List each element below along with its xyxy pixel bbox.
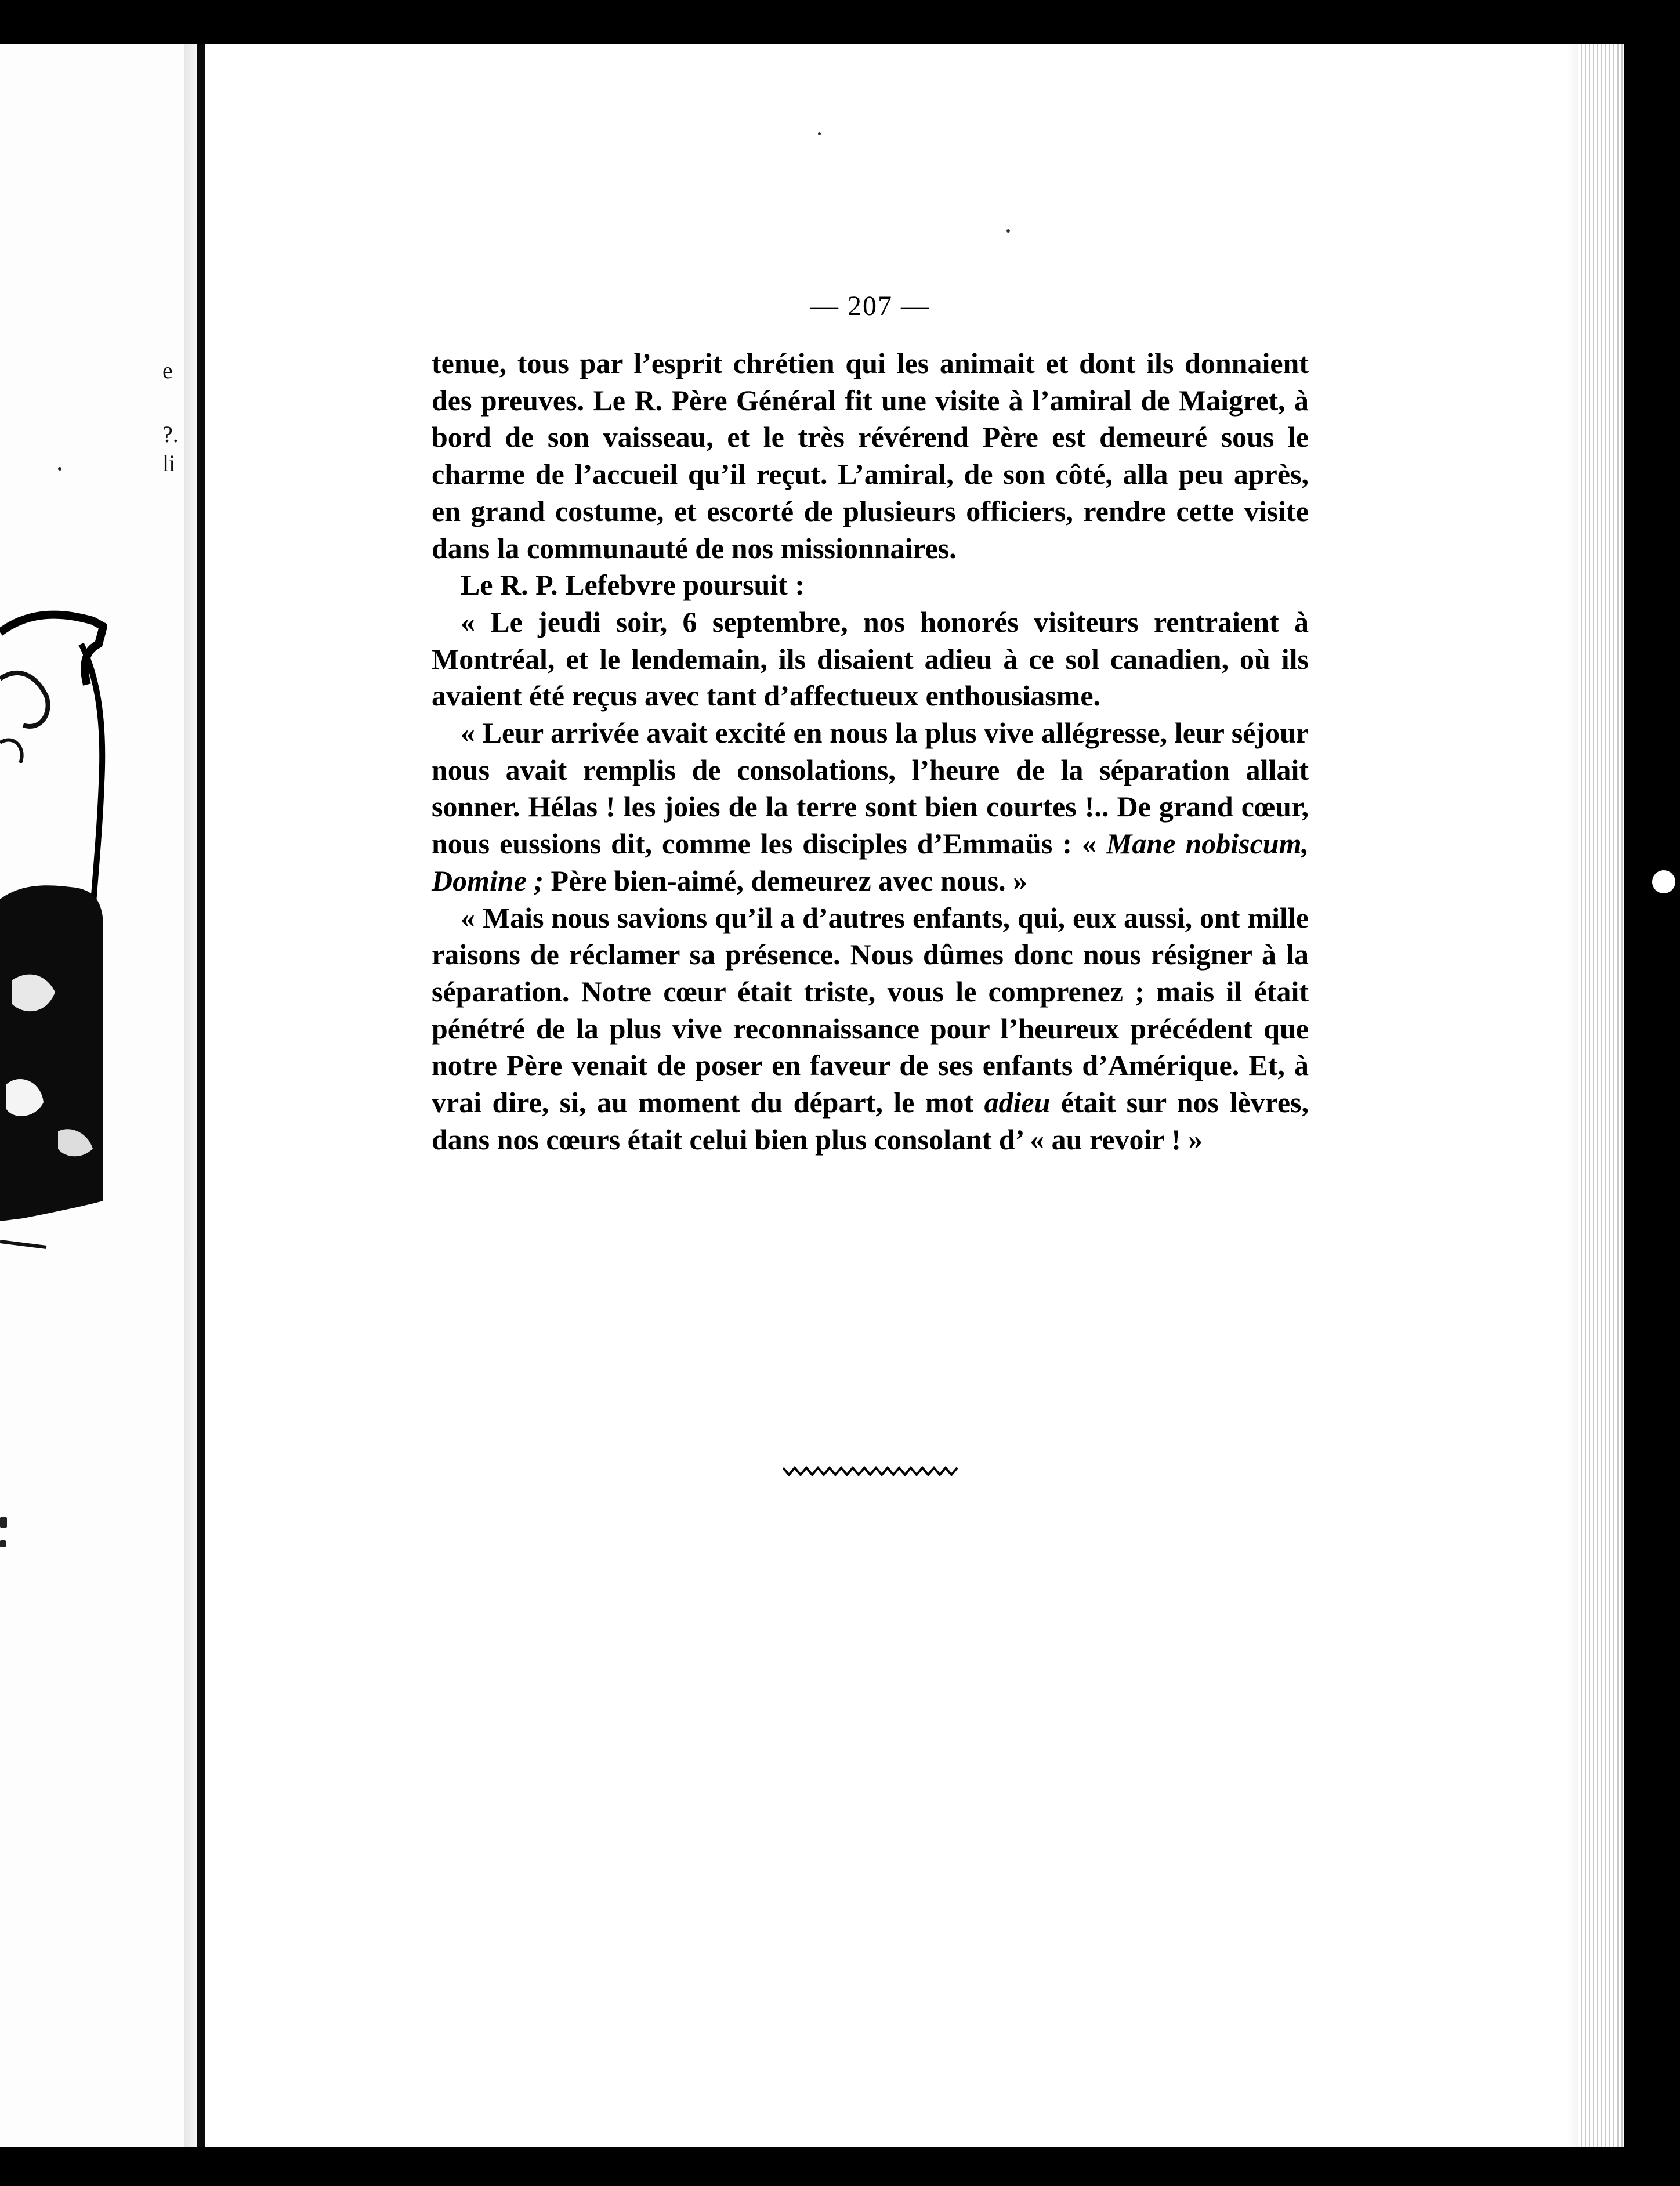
left-page-fragment: li xyxy=(162,450,176,476)
italic-text: adieu xyxy=(984,1086,1051,1119)
paragraph-text: « Le jeudi soir, 6 septembre, nos honorés visiteurs rentraient à Montréal, et le lendemain, ils disaient adieu à ce sol canadien, où ils avaient été reçus avec tant d’affectueux enthousiasme. xyxy=(432,605,1309,712)
page-edges xyxy=(1578,44,1624,2147)
paragraph xyxy=(432,604,1309,715)
paragraph xyxy=(432,567,1309,604)
paragraph xyxy=(432,715,1309,900)
paragraph-text: « Mais nous savions qu’il a d’autres enfants, qui, eux aussi, ont mille raisons de réclamer sa présence. Nous dûmes donc nous résigner à la séparation. Notre cœur était triste, vous le comprenez ; mais il était pénétré de la plus vive reconnaissance pour l’heureux précédent que notre Père venait de poser en faveur de ses enfants d’Amérique. Et, à vrai dire, si, au moment du départ, le mot xyxy=(432,901,1309,1119)
ink-speck xyxy=(1006,229,1010,233)
left-page-fragment: ?. xyxy=(162,421,179,447)
ink-speck xyxy=(0,1517,7,1528)
paragraph-text: Le R. P. Lefebvre poursuit : xyxy=(461,569,805,602)
paragraph xyxy=(432,345,1309,567)
body-text xyxy=(432,345,1309,1158)
left-page-illustration xyxy=(0,609,107,1276)
left-facing-page xyxy=(0,44,184,2147)
paragraph-text: était sur nos lèvres, dans nos cœurs était celui bien plus consolant d’ « au revoir ! » xyxy=(432,1086,1309,1156)
ink-speck xyxy=(818,132,821,135)
ink-speck xyxy=(0,1540,6,1547)
scan-border-top xyxy=(0,0,1680,44)
paragraph-text: tenue, tous par l’esprit chrétien qui les animait et dont ils donnaient des preuves. Le R. Père Général fit une visite à l’amiral de Maigret, à bord de son vaisseau, et le très révérend Père est demeuré sous le charme de l’accueil qu’il reçut. L’amiral, de son côté, alla peu après, en grand costume, et escorté de plusieurs officiers, rendre cette visite dans la communauté de nos missionnaires. xyxy=(432,347,1309,564)
paragraph xyxy=(432,900,1309,1159)
ink-speck xyxy=(58,467,61,471)
ornamental-wave-rule xyxy=(783,1462,969,1479)
ink-speck xyxy=(1652,870,1675,893)
binding-line xyxy=(197,44,205,2147)
paragraph-text: Père bien-aimé, demeurez avec nous. » xyxy=(544,864,1028,897)
paragraph-text: « Leur arrivée avait excité en nous la plus vive allégresse, leur séjour nous avait remplis de consolations, l’heure de la séparation allait sonner. Hélas ! les joies de la terre sont bien courtes !.. De grand cœur, nous eussions dit, comme les disciples d’Emmaüs : « xyxy=(432,716,1309,860)
scan-border-bottom xyxy=(0,2147,1680,2186)
scan-border-right xyxy=(1624,0,1680,2186)
italic-text: Mane nobiscum, Domine ; xyxy=(432,827,1309,897)
page-number: — 207 — xyxy=(810,291,930,321)
left-page-fragment: e xyxy=(162,357,173,383)
